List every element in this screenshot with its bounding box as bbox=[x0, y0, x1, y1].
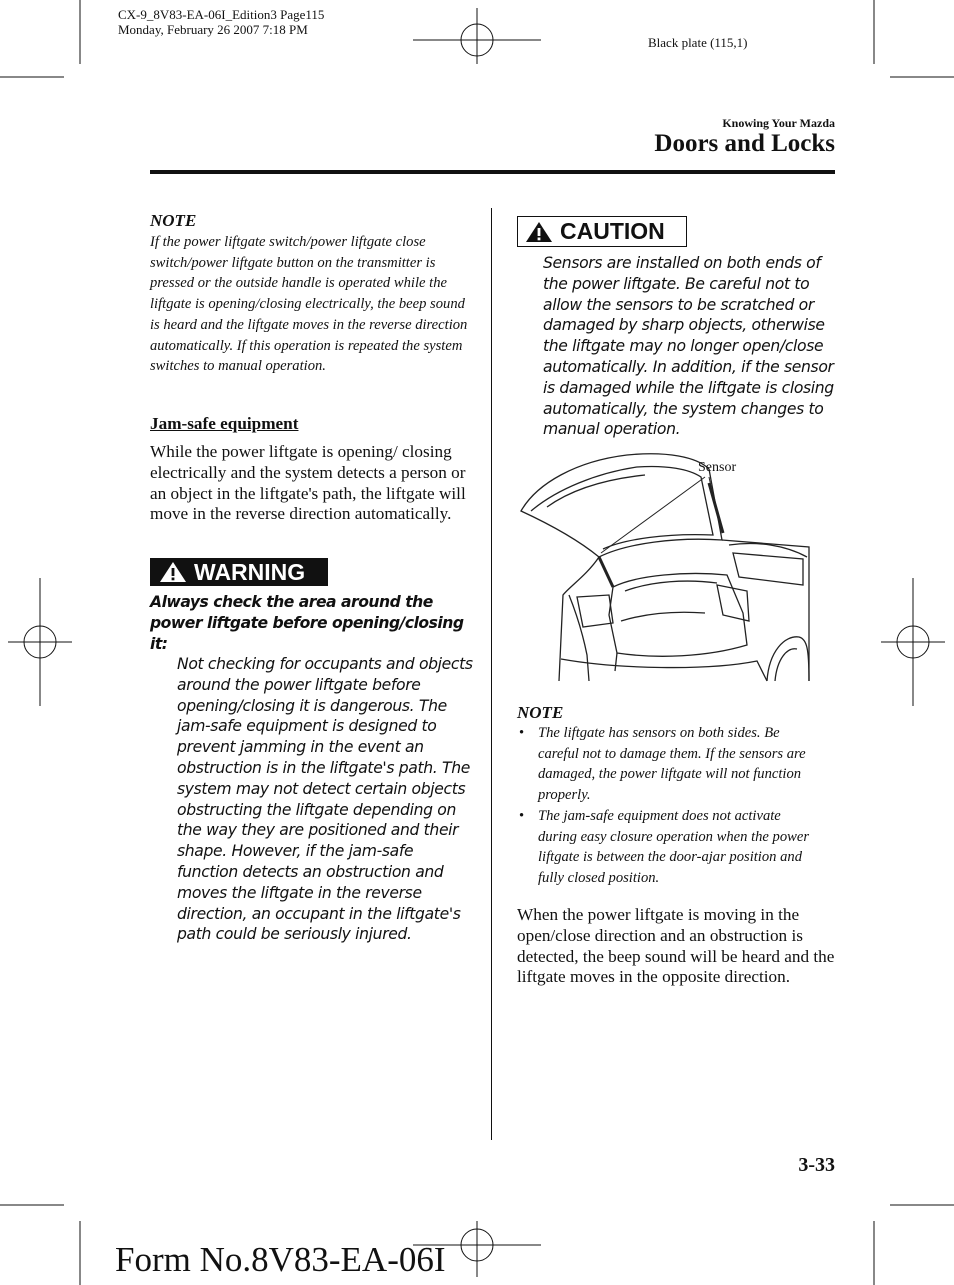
liftgate-illustration bbox=[517, 445, 817, 687]
warning-lead: Always check the area around the power liftgate before opening/closing it: bbox=[150, 593, 464, 653]
warning-label: WARNING bbox=[194, 558, 306, 585]
bullet-icon: • bbox=[519, 725, 525, 741]
note-bullets bbox=[517, 723, 822, 889]
jam-safe-heading: Jam-safe equipment bbox=[150, 414, 299, 433]
page-number: 3-33 bbox=[798, 1154, 835, 1176]
plate-label: Black plate (115,1) bbox=[648, 35, 748, 50]
caution-text: Sensors are installed on both ends of the power liftgate. Be careful not to allow the sensors to be scratched or damaged by sharp objects, otherwise the liftgate may no longer open/close automatically. In addition, if the sensor is damaged while the liftgate is closing automatically, the system changes to manual operation. bbox=[543, 254, 834, 439]
caution-label: CAUTION bbox=[560, 218, 665, 244]
warning-text: Not checking for occupants and objects around the power liftgate before opening/closing it is dangerous. The jam-safe equipment is designed to prevent jamming in the event an obstruction is in the liftgate's path. The system may not detect certain objects obstructing the liftgate depending on the way they are positioned and their shape. However, if the jam-safe function detects an obstruction and moves the liftgate in the reverse direction, an occupant in the liftgate's path could be seriously injured. bbox=[177, 655, 473, 944]
column-divider bbox=[491, 208, 492, 1140]
header-rule bbox=[150, 170, 835, 174]
note-title: NOTE bbox=[150, 211, 197, 230]
bullet-text: The liftgate has sensors on both sides. Be careful not to damage them. If the sensors are damaged, the power liftgate will not function properly. bbox=[538, 725, 806, 804]
sensor-callout: Sensor bbox=[698, 460, 737, 475]
list-item bbox=[517, 723, 822, 806]
print-header-line1: CX-9_8V83-EA-06I_Edition3 Page115 bbox=[118, 7, 325, 22]
print-header-line2: Monday, February 26 2007 7:18 PM bbox=[118, 22, 308, 37]
section-title: Knowing Your Mazda bbox=[722, 116, 835, 130]
note-title-right: NOTE bbox=[517, 703, 564, 722]
warning-badge bbox=[150, 558, 328, 586]
list-item bbox=[517, 806, 822, 889]
jam-safe-body: While the power liftgate is opening/ closing electrically and the system detects a person or an object in the liftgate's path, the liftgate will move in the reverse direction automatically. bbox=[150, 442, 466, 524]
warning-icon bbox=[158, 560, 188, 584]
chapter-title: Doors and Locks bbox=[654, 130, 835, 157]
bullet-icon: • bbox=[519, 807, 525, 824]
bullet-text: The jam-safe equipment does not activate during easy closure operation when the power liftgate is between the door-ajar position and fully closed position. bbox=[538, 807, 810, 886]
form-number: Form No.8V83-EA-06I bbox=[115, 1240, 446, 1279]
caution-icon bbox=[524, 220, 554, 244]
closing-text: When the power liftgate is moving in the open/close direction and an obstruction is detected, the beep sound will be heard and the liftgate moves in the opposite direction. bbox=[517, 905, 835, 987]
note-text: If the power liftgate switch/power liftgate close switch/power liftgate button on the transmitter is pressed or the outside handle is operated while the liftgate is opening/closing electrically, the beep sound is heard and the liftgate moves in the reverse direction automatically. If this operation is repeated the system switches to manual operation. bbox=[150, 234, 468, 375]
caution-badge bbox=[517, 216, 687, 247]
